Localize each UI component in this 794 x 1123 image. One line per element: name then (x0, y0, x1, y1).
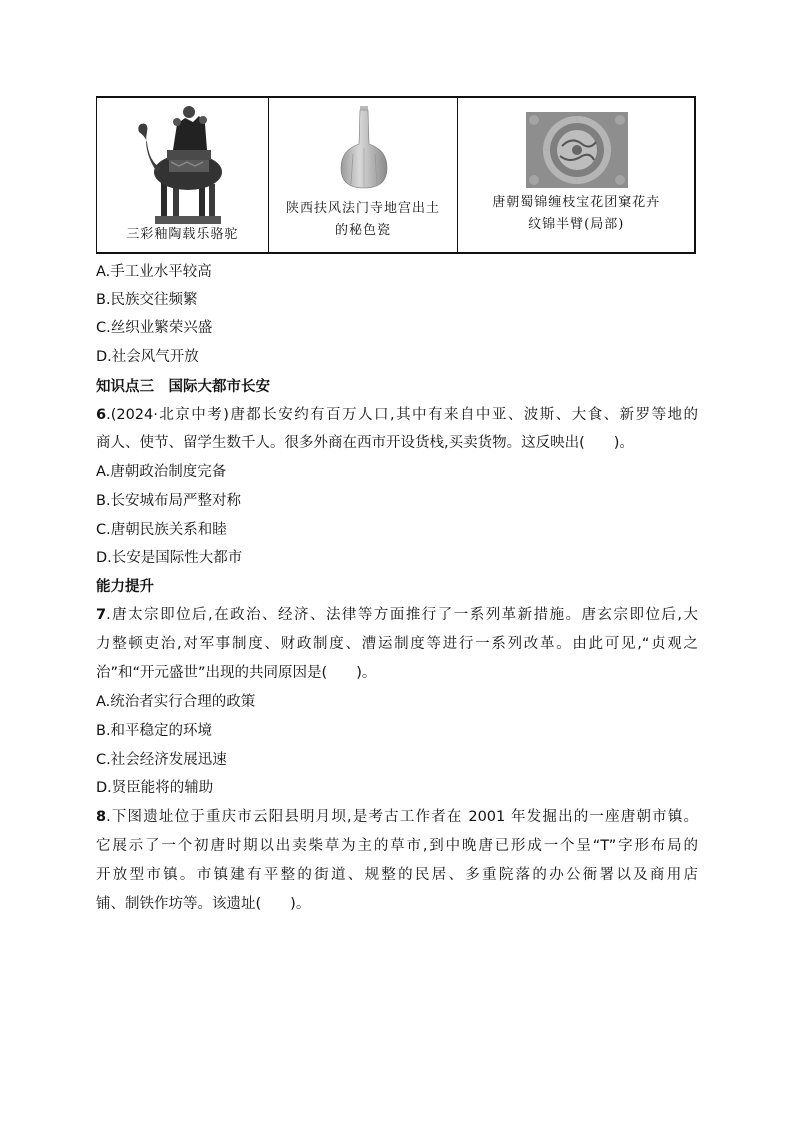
camel-figurine-image (133, 102, 233, 226)
q6-source: .(2024·北京中考) (106, 407, 229, 423)
porcelain-vase-image (335, 104, 393, 190)
q6-option-b[interactable]: B.长安城布局严整对称 (96, 493, 242, 509)
question-number: 7 (96, 607, 107, 623)
q5-option-b[interactable]: B.民族交往频繁 (96, 292, 198, 308)
caption-line: 陕西扶风法门寺地宫出土 (286, 201, 441, 216)
section-heading: 知识点三 国际大都市长安 (96, 379, 270, 395)
q8-stem-line-4: 铺、制铁作坊等。该遗址( )。 (96, 896, 311, 912)
q5-option-d[interactable]: D.社会风气开放 (96, 349, 199, 365)
brocade-caption (458, 192, 694, 236)
q6-option-a[interactable]: A.唐朝政治制度完备 (96, 464, 227, 480)
q6-stem-line-1 (96, 405, 698, 425)
q6-stem-text: 唐都长安约有百万人口,其中有来自中亚、波斯、大食、新罗等地的 (228, 407, 699, 423)
table-cell-camel (97, 98, 269, 252)
q7-option-d[interactable]: D.贤臣能将的辅助 (96, 780, 214, 796)
q5-option-c[interactable]: C.丝织业繁荣兴盛 (96, 320, 213, 336)
table-cell-brocade (458, 98, 694, 252)
q7-stem-line-2: 力整顿吏治,对军事制度、财政制度、漕运制度等进行一系列改革。由此可见,“贞观之 (96, 636, 698, 652)
caption-line: 纹锦半臂(局部) (528, 217, 625, 232)
question-number: 6 (96, 407, 107, 423)
q8-stem-line-2: 它展示了一个初唐时期以出卖柴草为主的草市,到中晚唐已形成一个呈“T”字形布局的 (96, 838, 698, 854)
q6-option-d[interactable]: D.长安是国际性大都市 (96, 550, 243, 566)
caption-line: 唐朝蜀锦缠枝宝花团窠花卉 (492, 195, 661, 210)
ability-heading: 能力提升 (96, 579, 154, 595)
q6-stem-line-2: 商人、使节、留学生数千人。很多外商在西市开设货栈,买卖货物。这反映出( )。 (96, 435, 634, 451)
table-cell-vase (269, 98, 459, 252)
question-number: 8 (96, 809, 107, 825)
q5-option-a[interactable]: A.手工业水平较高 (96, 264, 212, 280)
q6-option-c[interactable]: C.唐朝民族关系和睦 (96, 522, 227, 538)
q8-stem-line-3: 开放型市镇。市镇建有平整的街道、规整的民居、多重院落的办公衙署以及商用店 (96, 867, 698, 883)
q7-option-b[interactable]: B.和平稳定的环境 (96, 723, 213, 739)
artifact-image-table (96, 96, 696, 254)
q7-option-c[interactable]: C.社会经济发展迅速 (96, 752, 227, 768)
brocade-pattern-image (526, 112, 628, 188)
q7-stem-line-3: 治”和“开元盛世”出现的共同原因是( )。 (96, 665, 377, 681)
caption-line: 三彩釉陶载乐骆驼 (126, 227, 239, 242)
camel-caption (97, 224, 268, 246)
q7-stem-text: .唐太宗即位后,在政治、经济、法律等方面推行了一系列革新措施。唐玄宗即位后,大 (106, 607, 698, 623)
q7-stem-line-1 (96, 605, 698, 625)
caption-line: 的秘色瓷 (335, 223, 392, 238)
q8-stem-text: .下图遗址位于重庆市云阳县明月坝,是考古工作者在 2001 年发掘出的一座唐朝市镇。 (106, 809, 698, 825)
q7-option-a[interactable]: A.统治者实行合理的政策 (96, 694, 256, 710)
q8-stem-line-1 (96, 807, 698, 827)
vase-caption (269, 198, 458, 242)
